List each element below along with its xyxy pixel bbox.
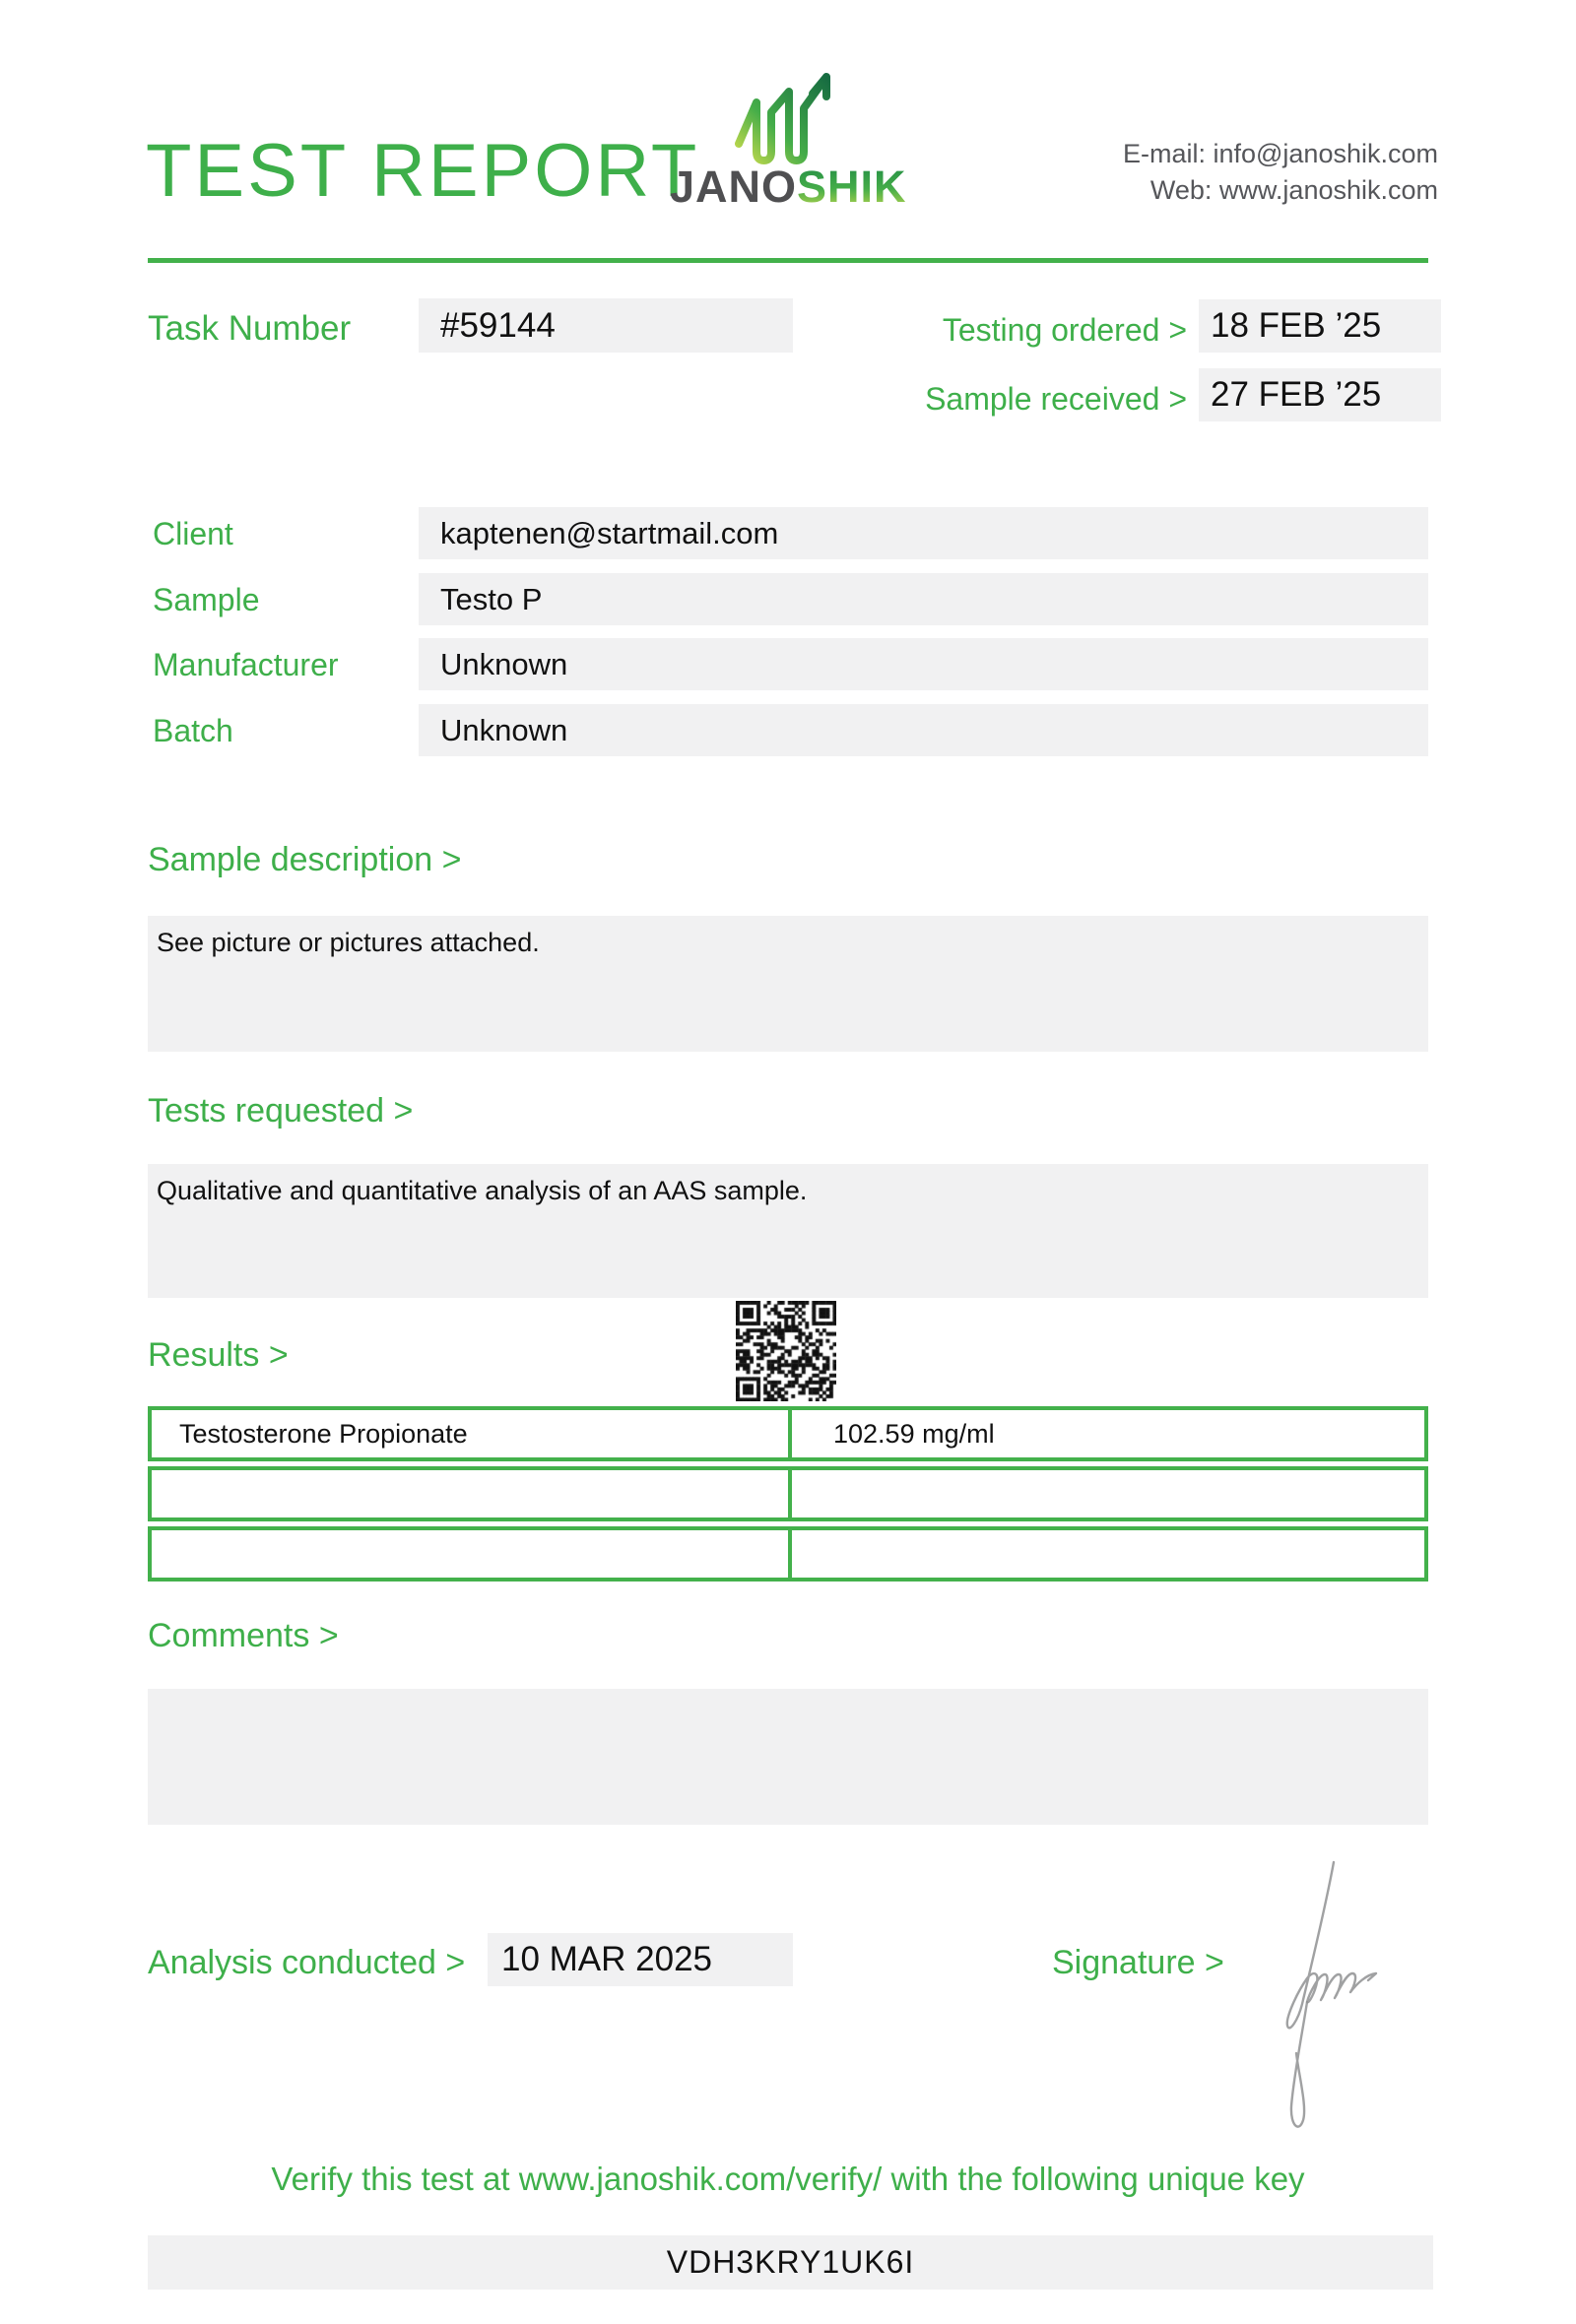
sample-field <box>419 573 1428 625</box>
client-label: Client <box>153 516 233 551</box>
analysis-conducted-label: Analysis conducted > <box>148 1944 466 1981</box>
result-value: 102.59 mg/ml <box>788 1410 1424 1457</box>
client-field <box>419 507 1428 559</box>
testing-ordered-label: Testing ordered > <box>942 312 1187 348</box>
header-divider <box>148 258 1428 263</box>
sample-label: Sample <box>153 582 260 617</box>
results-heading: Results > <box>148 1336 289 1374</box>
results-table <box>148 1406 1428 1586</box>
batch-label: Batch <box>153 713 233 748</box>
contact-web: Web: www.janoshik.com <box>1149 175 1438 205</box>
logo-shik: SHIK <box>797 161 907 212</box>
manufacturer-field <box>419 638 1428 690</box>
testing-ordered-field <box>1199 299 1441 353</box>
analysis-date-value: 10 MAR 2025 <box>501 1940 713 1978</box>
manufacturer-value: Unknown <box>440 647 568 681</box>
result-substance <box>152 1470 788 1517</box>
tests-requested-heading: Tests requested > <box>148 1092 414 1130</box>
batch-value: Unknown <box>440 713 568 747</box>
task-number-label: Task Number <box>148 309 352 348</box>
table-row <box>148 1406 1428 1461</box>
logo-jano: JANO <box>670 161 798 212</box>
sample-description-box <box>148 916 1428 1052</box>
task-number-value: #59144 <box>440 306 556 345</box>
tests-requested-box <box>148 1164 1428 1298</box>
logo-chart-icon <box>731 69 837 172</box>
client-value: kaptenen@startmail.com <box>440 516 779 550</box>
sample-received-field <box>1199 368 1441 421</box>
comments-text <box>148 1689 1428 1701</box>
qr-code <box>736 1301 836 1401</box>
analysis-date-field <box>488 1933 793 1986</box>
unique-key-value: VDH3KRY1UK6I <box>666 2244 915 2280</box>
sample-value: Testo P <box>440 582 543 616</box>
sample-received-label: Sample received > <box>925 381 1187 417</box>
sample-received-value: 27 FEB ’25 <box>1211 375 1382 414</box>
logo-wordmark <box>670 161 906 213</box>
verify-instruction: Verify this test at www.janoshik.com/verify/ with the following unique key <box>271 2161 1305 2197</box>
task-number-field <box>419 298 793 353</box>
result-value <box>788 1530 1424 1578</box>
result-value <box>788 1470 1424 1517</box>
signature-image <box>1273 1854 1401 2145</box>
result-substance: Testosterone Propionate <box>179 1418 468 1449</box>
contact-block <box>886 136 1438 209</box>
result-substance <box>152 1530 788 1578</box>
table-row <box>148 1466 1428 1521</box>
unique-key-field <box>148 2235 1433 2290</box>
sample-description-text: See picture or pictures attached. <box>157 928 540 957</box>
batch-field <box>419 704 1428 756</box>
tests-requested-text: Qualitative and quantitative analysis of an AAS sample. <box>157 1176 808 1205</box>
comments-heading: Comments > <box>148 1617 339 1654</box>
sample-description-heading: Sample description > <box>148 841 462 878</box>
contact-email: E-mail: info@janoshik.com <box>1122 139 1438 168</box>
page-title: TEST REPORT <box>146 129 700 213</box>
signature-label: Signature > <box>1052 1944 1224 1981</box>
manufacturer-label: Manufacturer <box>153 647 339 682</box>
testing-ordered-value: 18 FEB ’25 <box>1211 306 1382 345</box>
comments-box <box>148 1689 1428 1825</box>
table-row <box>148 1526 1428 1582</box>
